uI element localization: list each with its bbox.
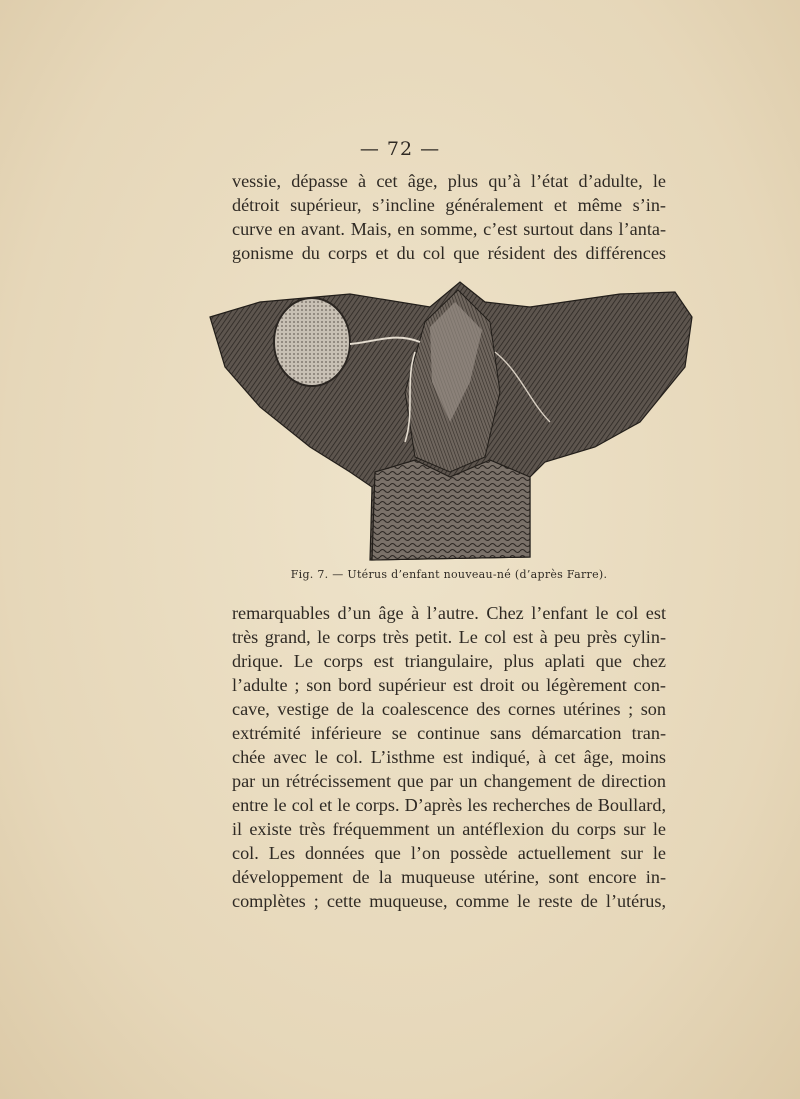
- text-line: gonisme du corps et du col que résident des différences: [232, 243, 666, 263]
- text-line: entre le col et le corps. D’après les recherches de Boullard,: [232, 795, 666, 815]
- text-line: chée avec le col. L’isthme est indiqué, à cet âge, moins: [232, 747, 666, 767]
- page-number: — 72 —: [359, 138, 441, 160]
- text-line: remarquables d’un âge à l’autre. Chez l’enfant le col est: [232, 603, 666, 623]
- text-line: très grand, le corps très petit. Le col est à peu près cylin-: [232, 627, 666, 647]
- uterus-engraving: [200, 272, 700, 567]
- text-line: drique. Le corps est triangulaire, plus aplati que chez: [232, 651, 666, 671]
- text-line: développement de la muqueuse utérine, sont encore in-: [232, 867, 666, 887]
- text-line: détroit supérieur, s’incline généralement et même s’in-: [232, 195, 666, 215]
- text-line: cave, vestige de la coalescence des cornes utérines ; son: [232, 699, 666, 719]
- text-line: complètes ; cette muqueuse, comme le reste de l’utérus,: [232, 891, 666, 911]
- text-line: col. Les données que l’on possède actuellement sur le: [232, 843, 666, 863]
- text-line: par un rétrécissement que par un changement de direction: [232, 771, 666, 791]
- text-line: il existe très fréquemment un antéflexion du corps sur le: [232, 819, 666, 839]
- text-line: curve en avant. Mais, en somme, c’est surtout dans l’anta-: [232, 219, 666, 239]
- text-line: vessie, dépasse à cet âge, plus qu’à l’état d’adulte, le: [232, 171, 666, 191]
- ovary-section: [274, 298, 350, 386]
- figure-caption: Fig. 7. — Utérus d’enfant nouveau-né (d’après Farre).: [290, 568, 608, 581]
- text-line: extrémité inférieure se continue sans démarcation tran-: [232, 723, 666, 743]
- text-line: l’adulte ; son bord supérieur est droit ou légèrement con-: [232, 675, 666, 695]
